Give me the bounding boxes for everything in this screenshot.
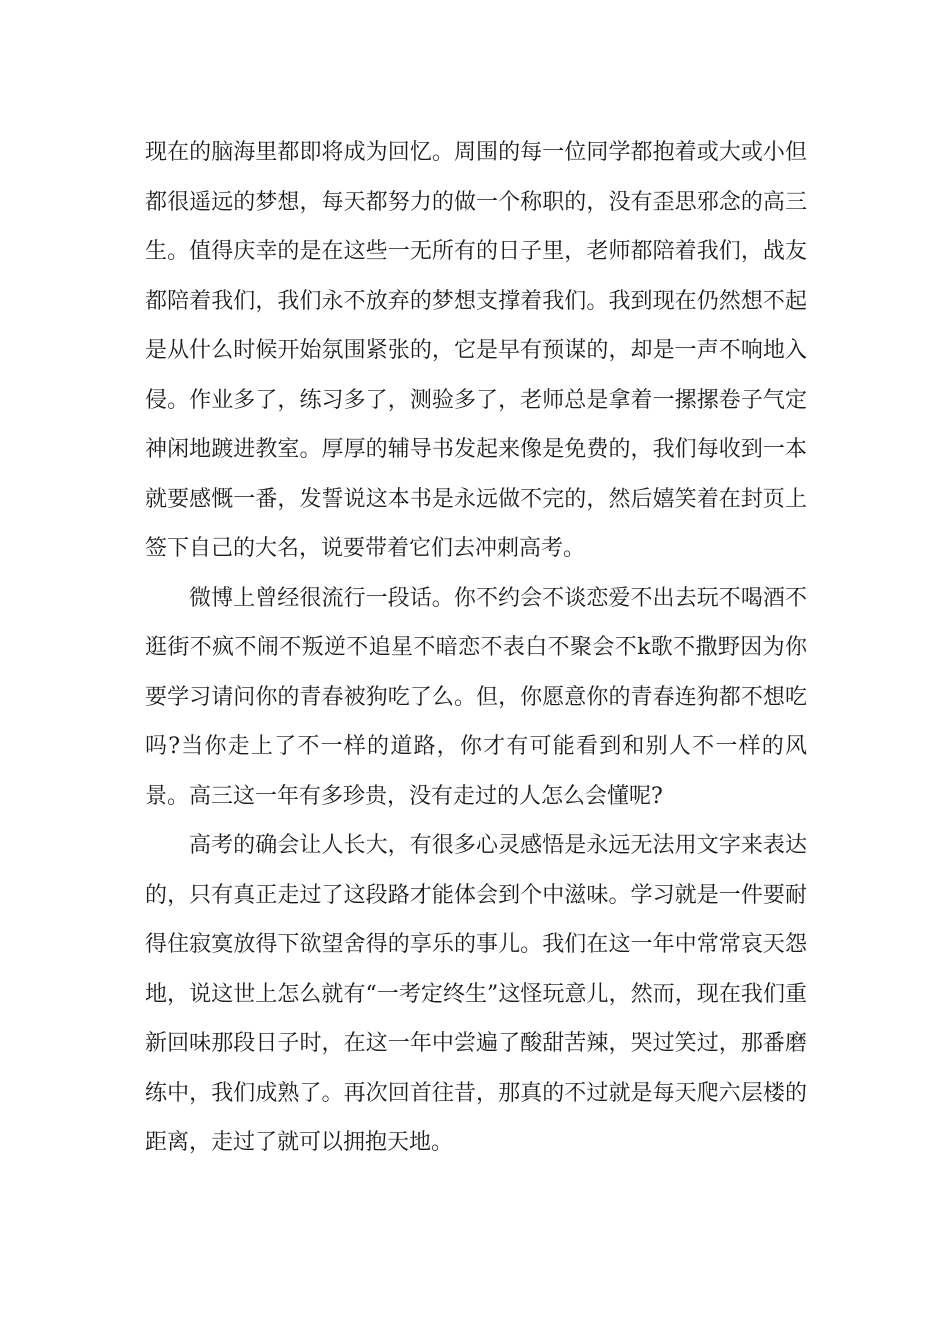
paragraph-3: 高考的确会让人长大，有很多心灵感悟是永远无法用文字来表达的，只有真正走过了这段路才能体会到个中滋味。学习就是一件要耐得住寂寞放得下欲望舍得的享乐的事儿。我们在这一年中常常哀天怨地，说这世上怎么就有“一考定终生”这怪玩意儿，然而，现在我们重新回味那段日子时，在这一年中尝遍了酸甜苦辣，哭过笑过，那番磨练中，我们成熟了。再次回首往昔，那真的不过就是每天爬六层楼的距离，走过了就可以拥抱天地。 <box>145 833 807 1155</box>
document-body <box>145 128 807 1168</box>
paragraph-2: 微博上曾经很流行一段话。你不约会不谈恋爱不出去玩不喝酒不逛街不疯不闹不叛逆不追星不暗恋不表白不聚会不k歌不撒野因为你要学习请问你的青春被狗吃了么。但，你愿意你的青春连狗都不想吃吗?当你走上了不一样的道路，你才有可能看到和别人不一样的风景。高三这一年有多珍贵，没有走过的人怎么会懂呢? <box>145 585 807 809</box>
paragraph-1: 现在的脑海里都即将成为回忆。周围的每一位同学都抱着或大或小但都很遥远的梦想，每天都努力的做一个称职的，没有歪思邪念的高三生。值得庆幸的是在这些一无所有的日子里，老师都陪着我们，战友都陪着我们，我们永不放弃的梦想支撑着我们。我到现在仍然想不起是从什么时候开始氛围紧张的，它是早有预谋的，却是一声不响地入侵。作业多了，练习多了，测验多了，老师总是拿着一摞摞卷子气定神闲地踱进教室。厚厚的辅导书发起来像是免费的，我们每收到一本就要感慨一番，发誓说这本书是永远做不完的，然后嬉笑着在封页上签下自己的大名，说要带着它们去冲刺高考。 <box>145 140 807 561</box>
